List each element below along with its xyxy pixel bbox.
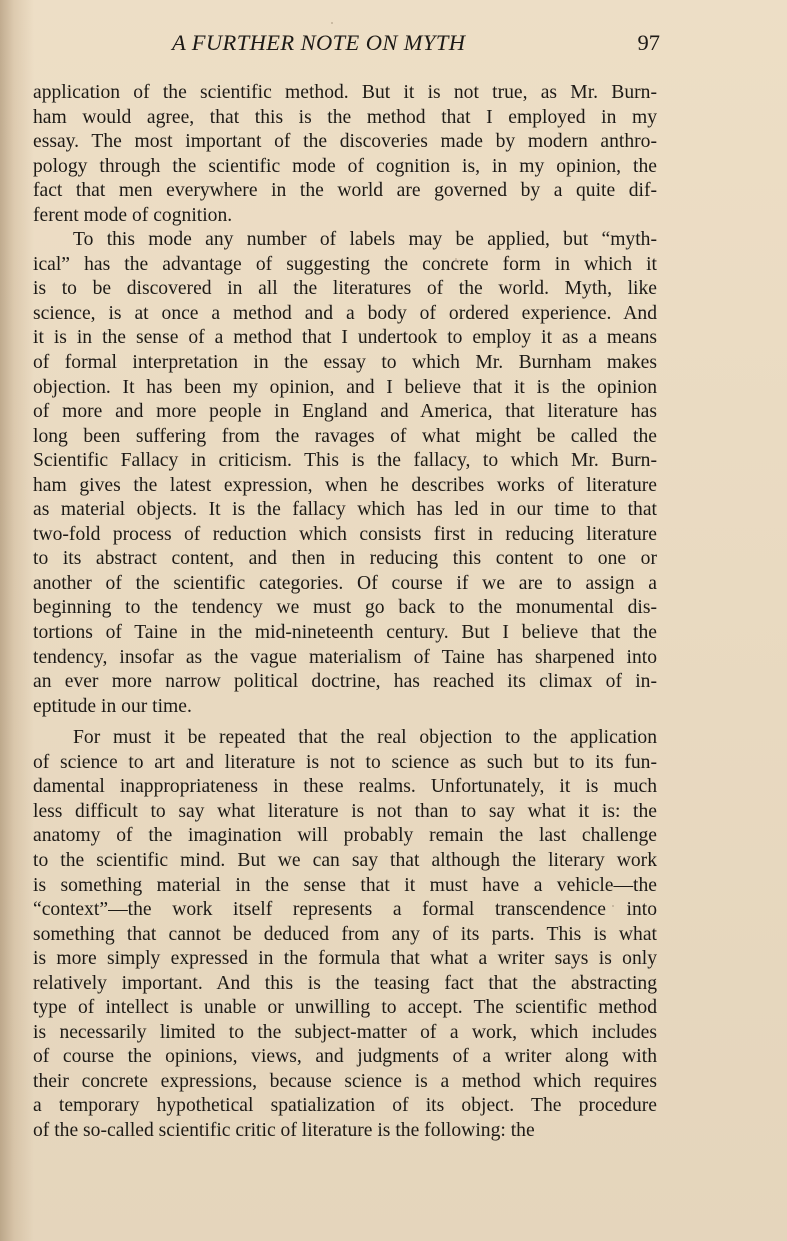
text-line: fact that men everywhere in the world are governed by a quite dif- [33, 180, 657, 202]
text-line: For must it be repeated that the real objection to the application [73, 727, 657, 749]
text-line: anatomy of the imagination will probably remain the last challenge [33, 825, 657, 847]
text-line: another of the scientific categories. Of course if we are to assign a [33, 572, 657, 594]
body-text [33, 81, 657, 1144]
paragraph [33, 81, 657, 228]
text-line: two-fold process of reduction which consists first in reducing literature [33, 523, 657, 545]
text-line: is more simply expressed in the formula that what a writer says is only [33, 948, 657, 970]
text-line: ical” has the advantage of suggesting the concrete form in which it [33, 253, 657, 275]
text-line: To this mode any number of labels may be applied, but “myth- [73, 229, 657, 251]
paragraph [33, 726, 657, 1143]
paper-speck [455, 258, 457, 260]
running-head-title: A FURTHER NOTE ON MYTH [172, 30, 466, 55]
text-line: tortions of Taine in the mid-nineteenth century. But I believe that the [33, 622, 657, 644]
text-line: essay. The most important of the discoveries made by modern anthro- [33, 131, 657, 153]
text-line: less difficult to say what literature is not than to say what it is: the [33, 800, 657, 822]
text-line: relatively important. And this is the teasing fact that the abstracting [33, 972, 657, 994]
text-line: to the scientific mind. But we can say that although the literary work [33, 849, 657, 871]
text-line: of science to art and literature is not to science as such but to its fun- [33, 751, 657, 773]
text-line: something that cannot be deduced from any of its parts. This is what [33, 923, 657, 945]
running-head [32, 30, 660, 64]
text-line: damental inappropriateness in these realms. Unfortunately, it is much [33, 776, 657, 798]
text-line: beginning to the tendency we must go back to the monumental dis- [33, 597, 657, 619]
text-line: science, is at once a method and a body of ordered experience. And [33, 302, 657, 324]
text-line: a temporary hypothetical spatialization of its object. The procedure [33, 1095, 657, 1117]
paper-speck [331, 22, 333, 24]
text-line: Scientific Fallacy in criticism. This is the fallacy, to which Mr. Burn- [33, 450, 657, 472]
text-line: of the so-called scientific critic of literature is the following: the [33, 1119, 535, 1141]
paragraph [33, 228, 657, 719]
text-line: of course the opinions, views, and judgments of a writer along with [33, 1046, 657, 1068]
text-line: ferent mode of cognition. [33, 204, 233, 226]
text-line: tendency, insofar as the vague materialism of Taine has sharpened into [33, 646, 657, 668]
text-line: pology through the scientific mode of cognition is, in my opinion, the [33, 155, 657, 177]
text-line: ham gives the latest expression, when he describes works of literature [33, 474, 657, 496]
text-line: as material objects. It is the fallacy which has led in our time to that [33, 499, 657, 521]
text-line: application of the scientific method. But it is not true, as Mr. Burn- [33, 82, 657, 103]
text-line: their concrete expressions, because science is a method which requires [33, 1070, 657, 1092]
text-line: “context”—the work itself represents a formal transcendence into [33, 899, 657, 921]
text-line: to its abstract content, and then in reducing this content to one or [33, 548, 657, 570]
text-line: is necessarily limited to the subject-matter of a work, which includes [33, 1021, 657, 1043]
text-line: is something material in the sense that it must have a vehicle—the [33, 874, 657, 896]
text-line: of more and more people in England and America, that literature has [33, 401, 657, 423]
text-line: eptitude in our time. [33, 695, 192, 717]
text-line: an ever more narrow political doctrine, has reached its climax of in- [33, 671, 657, 693]
page-number: 97 [637, 30, 660, 55]
text-line: of formal interpretation in the essay to which Mr. Burnham makes [33, 352, 657, 374]
text-line: ham would agree, that this is the method that I employed in my [33, 106, 657, 128]
text-line: type of intellect is unable or unwilling to accept. The scientific method [33, 997, 657, 1019]
paper-speck [612, 905, 614, 907]
text-line: long been suffering from the ravages of what might be called the [33, 425, 657, 447]
text-line: it is in the sense of a method that I undertook to employ it as a means [33, 327, 657, 349]
text-line: objection. It has been my opinion, and I believe that it is the opinion [33, 376, 657, 398]
text-line: is to be discovered in all the literatures of the world. Myth, like [33, 278, 657, 300]
